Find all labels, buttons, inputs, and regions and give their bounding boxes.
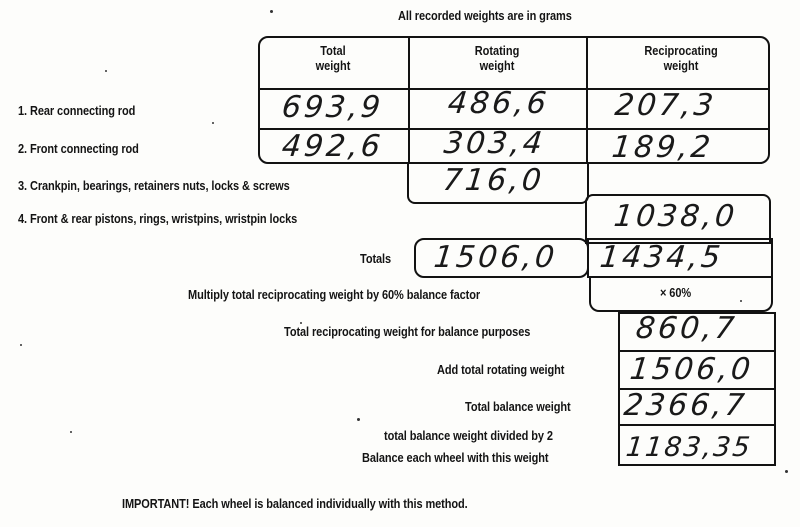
row-label-crankpin: 3. Crankpin, bearings, retainers nuts, locks & screws [18,179,290,193]
totals-rotating: 1506,0 [432,240,559,275]
multiply-label: Multiply total reciprocating weight by 60% balance factor [188,288,481,302]
row-label-rear-rod: 1. Rear connecting rod [18,104,136,118]
rear-rod-total: 693,9 [280,90,385,125]
rear-rod-reciprocating: 207,3 [613,88,718,123]
add-rotating-label: Add total rotating weight [437,363,565,377]
rear-rod-rotating: 486,6 [446,86,551,121]
crankpin-rotating: 716,0 [441,163,546,198]
units-note: All recorded weights are in grams [398,9,572,23]
divided-label: total balance weight divided by 2 [384,429,553,443]
pistons-reciprocating: 1038,0 [612,199,739,234]
scan-speck [357,418,360,421]
factor-label: × 60% [660,286,692,300]
col-divider [586,37,588,163]
row-label-front-rod: 2. Front connecting rod [18,142,139,156]
col-header-total: Total weight [315,44,351,73]
scan-speck [785,470,788,473]
front-rod-reciprocating: 189,2 [610,130,715,165]
row-label-totals: Totals [360,252,392,266]
scan-speck [270,10,273,13]
scan-speck [20,344,22,346]
front-rod-total: 492,6 [280,129,385,164]
scan-speck [740,300,742,302]
recip-balance-value: 860,7 [634,311,739,346]
recip-balance-label: Total reciprocating weight for balance purposes [284,325,531,339]
row-label-pistons: 4. Front & rear pistons, rings, wristpins, wristpin locks [18,212,298,226]
col-header-rotating: Rotating weight [474,44,520,73]
scan-speck [300,322,302,324]
add-rotating-value: 1506,0 [628,352,755,387]
important-note: IMPORTANT! Each wheel is balanced individually with this method. [122,497,468,511]
scan-speck [70,431,72,433]
col-divider [408,37,410,163]
totals-reciprocating: 1434,5 [598,240,725,275]
total-balance-label: Total balance weight [465,400,571,414]
wheel-label: Balance each wheel with this weight [362,451,549,465]
scan-speck [212,122,214,124]
wheel-weight-value: 1183,35 [624,432,754,463]
total-balance-value: 2366,7 [622,388,749,423]
front-rod-rotating: 303,4 [442,126,547,161]
scan-speck [105,70,107,72]
col-header-reciprocating: Reciprocating weight [644,44,718,73]
